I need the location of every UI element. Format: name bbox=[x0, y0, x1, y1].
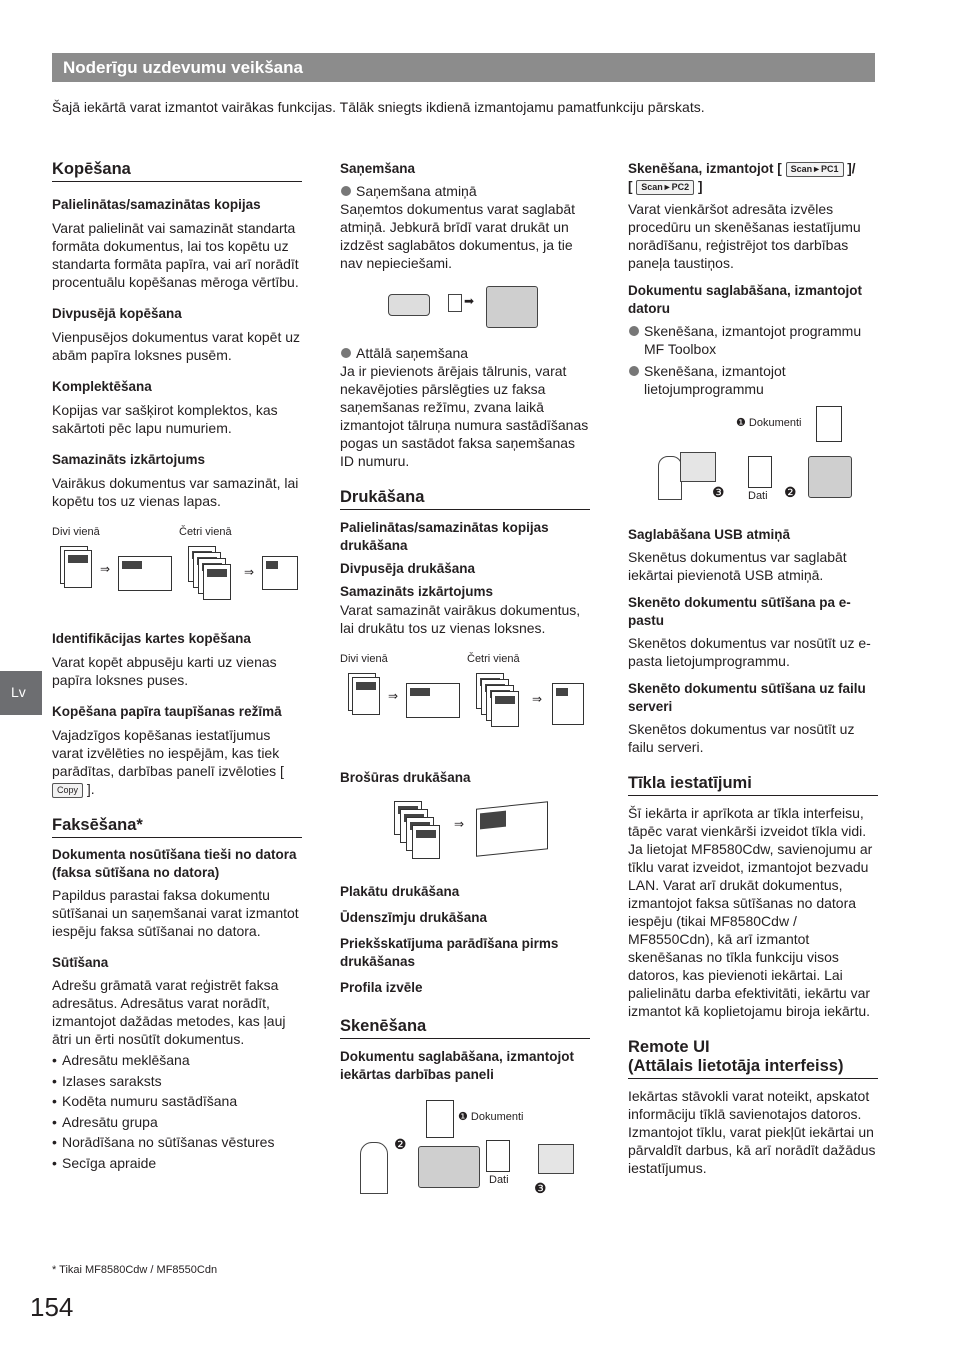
fig-label-four: Četri vienā bbox=[467, 653, 520, 665]
copy-s1-text: Varat palielināt vai samazināt standarta formāta dokumentus, lai tos kopētu uz standarta formāta papīra, vai arī norādīt procentuālu kopēšanas mēroga vērtību. bbox=[52, 220, 299, 290]
receive-bullet-2: Attālā saņemšana bbox=[340, 344, 590, 362]
scan-pc2-button-icon: Scan►PC2 bbox=[636, 180, 694, 195]
list-item: • Norādīšana no sūtīšanas vēstures bbox=[52, 1132, 302, 1153]
booklet-icon bbox=[476, 801, 548, 857]
receive-title: Saņemšana bbox=[340, 161, 416, 176]
copy-s2-text: Vienpusējos dokumentus varat kopēt uz abām papīra loksnes pusēm. bbox=[52, 329, 301, 363]
remote-heading-1: Remote UI bbox=[628, 1038, 710, 1056]
print-s5: Plakātu drukāšana bbox=[340, 884, 460, 899]
scan-computer-bullet-1: Skenēšana, izmantojot programmu MF Toolbox bbox=[628, 322, 878, 358]
page-icon bbox=[352, 677, 380, 715]
fileserver-title: Skenēto dokumentu sūtīšana uz failu serveri bbox=[628, 681, 866, 714]
copy-s6-title: Kopēšana papīra taupīšanas režīmā bbox=[52, 704, 282, 719]
scan-pc-text: Varat vienkāršot adresāta izvēles procedūru un skenēšanas iestatījumu norādīšanu, reģistrējot tos darbības paneļa taustiņos. bbox=[628, 201, 861, 271]
section-banner bbox=[52, 53, 875, 82]
scan-heading: Skenēšana bbox=[340, 1017, 590, 1039]
person-icon bbox=[658, 456, 682, 500]
fax-s2-title: Sūtīšana bbox=[52, 955, 109, 970]
print-s4: Brošūras drukāšana bbox=[340, 770, 471, 785]
step-1-label: ❶ Dokumenti bbox=[458, 1111, 524, 1123]
print-s1: Palielinātas/samazinātas kopijas drukāšana bbox=[340, 520, 549, 553]
page-icon bbox=[64, 550, 92, 588]
email-text: Skenētos dokumentus var nosūtīt uz e-pasta lietojumprogrammu. bbox=[628, 635, 871, 669]
computer-icon bbox=[680, 452, 716, 482]
data-label: Dati bbox=[748, 490, 768, 502]
print-s2: Divpusēja drukāšana bbox=[340, 561, 476, 576]
copy-s5-text: Varat kopēt abpusēju karti uz vienas papīra loksnes puses. bbox=[52, 654, 277, 688]
arrow-icon: ⇒ bbox=[244, 565, 255, 579]
booklet-figure bbox=[340, 787, 590, 883]
column-3 bbox=[628, 160, 878, 1177]
usb-text: Skenētus dokumentus var saglabāt iekārtai pievienotā USB atmiņā. bbox=[628, 549, 847, 583]
fax-s1-title: Dokumenta nosūtīšana tieši no datora (faksa sūtīšana no datora) bbox=[52, 847, 297, 880]
fax-memory-figure bbox=[340, 272, 590, 344]
receive-text-2: Ja ir pievienots ārējais tālrunis, varat nekavējoties pārslēgties uz faksa saņemšanas režīmu, zvana laikā izmantojot tālruņa numura sastādīšanas pogas un sastādot faksa saņemšanas ID numuru. bbox=[340, 363, 589, 469]
copy-s5-title: Identifikācijas kartes kopēšana bbox=[52, 631, 251, 646]
copy-s3-text: Kopijas var sašķirot komplektos, kas sakārtoti pēc lapu numuriem. bbox=[52, 402, 278, 436]
step-3-icon: ❸ bbox=[712, 484, 725, 500]
page-icon bbox=[406, 683, 460, 718]
network-heading: Tīkla iestatījumi bbox=[628, 774, 878, 796]
step-3-icon: ❸ bbox=[534, 1180, 547, 1196]
copy-button-icon: Copy bbox=[52, 783, 83, 798]
print-heading: Drukāšana bbox=[340, 488, 590, 510]
arrow-icon: ➡ bbox=[464, 294, 475, 308]
step-1-label: ❶ Dokumenti bbox=[736, 417, 802, 429]
list-item: • Secīga apraide bbox=[52, 1153, 302, 1174]
page-number: 154 bbox=[30, 1292, 74, 1322]
step-2-icon: ❷ bbox=[394, 1136, 407, 1152]
scan-s1: Dokumentu saglabāšana, izmantojot iekārtas darbības paneli bbox=[340, 1049, 575, 1082]
scan-computer-bullet-2: Skenēšana, izmantojot lietojumprogrammu bbox=[628, 362, 878, 398]
usb-title: Saglabāšana USB atmiņā bbox=[628, 527, 791, 542]
arrow-icon: ⇒ bbox=[388, 689, 399, 703]
fax-machine-icon bbox=[388, 294, 430, 316]
page-icon bbox=[118, 556, 172, 591]
scan-computer-title: Dokumentu saglabāšana, izmantojot datoru bbox=[628, 283, 863, 316]
intro-text: Šajā iekārtā varat izmantot vairākas funkcijas. Tālāk sniegts ikdienā izmantojamu pamatfunkciju pārskats. bbox=[52, 99, 705, 115]
copy-s6-text: Vajadzīgos kopēšanas iestatījumus varat izvēlēties no iespējām, kas tiek parādītas, darbības panelī izvēloties [ Copy ]. bbox=[52, 727, 284, 797]
printer-icon bbox=[486, 286, 538, 328]
receive-text-1: Saņemtos dokumentus varat saglabāt atmiņā. Jebkurā brīdī varat drukāt un izdzēst saglabātos dokumentus, ja tie nav nepieciešami. bbox=[340, 201, 576, 271]
data-label: Dati bbox=[489, 1174, 509, 1186]
page-icon bbox=[203, 564, 231, 600]
page-icon bbox=[426, 1100, 454, 1138]
receive-bullet-1: Saņemšana atmiņā bbox=[340, 182, 590, 200]
print-s3: Samazināts izkārtojums bbox=[340, 584, 494, 599]
copy-heading: Kopēšana bbox=[52, 160, 302, 182]
computer-icon bbox=[538, 1144, 574, 1174]
print-s7: Priekšskatījuma parādīšana pirms drukāšanas bbox=[340, 936, 559, 969]
step-2-icon: ❷ bbox=[784, 484, 797, 500]
arrow-icon: ⇒ bbox=[532, 692, 543, 706]
scan-computer-figure bbox=[628, 398, 878, 526]
fax-s2-text: Adrešu grāmatā varat reģistrēt faksa adresātus. Adresātus varat norādīt, izmantojot dažādas metodes, kas ļauj ātri un ērti nosūtīt dokumentus. bbox=[52, 977, 286, 1047]
page-icon bbox=[491, 691, 519, 727]
fig-label-two: Divi vienā bbox=[340, 653, 388, 665]
copy-s4-text: Vairākus dokumentus var samazināt, lai kopētu tos uz vienas lapas. bbox=[52, 475, 299, 509]
page-icon bbox=[552, 683, 584, 725]
page-icon bbox=[448, 294, 462, 312]
printer-icon bbox=[418, 1146, 480, 1188]
remote-text: Iekārtas stāvokli varat noteikt, apskatot informāciju tīklā savienotajos datoros. Izmantojot tīklu, varat piekļūt iekārtai un pārvaldīt darbus, kā arī norādīt dažādus iestatījumus. bbox=[628, 1088, 876, 1176]
list-item: • Adresātu grupa bbox=[52, 1112, 302, 1133]
column-1 bbox=[52, 160, 302, 1173]
network-text: Šī iekārta ir aprīkota ar tīkla interfeisu, tāpēc varat vienkārši izveidot tīkla vidi. Ja lietojat MF8580Cdw, savienojumu ar tīklu varat izveidot, izmantojot bezvadu LAN. Varat arī drukāt dokumentus, izmantojot faksa sūtīšanas no datora iespēju (tikai MF8580Cdw / MF8550Cdn), kā arī izmantot skenēšanas no tīkla funkciju visos datoros, kas pievienoti iekārtai. Lai palielinātu darba efektivitāti, iekārtu var izmantot kā koplietojamu biroja iekārtu. bbox=[628, 805, 873, 1019]
layout-figure bbox=[52, 510, 302, 630]
copy-s1-title: Palielinātas/samazinātas kopijas bbox=[52, 197, 261, 212]
column-2 bbox=[340, 160, 590, 1202]
list-item: • Kodēta numuru sastādīšana bbox=[52, 1091, 302, 1112]
page-icon bbox=[486, 1140, 510, 1172]
list-item: • Adresātu meklēšana bbox=[52, 1050, 302, 1071]
fax-heading: Faksēšana* bbox=[52, 816, 302, 838]
fig-label-four: Četri vienā bbox=[179, 526, 232, 538]
arrow-icon: ⇒ bbox=[454, 817, 465, 831]
printer-icon bbox=[808, 456, 852, 498]
fileserver-text: Skenētos dokumentus var nosūtīt uz failu serveri. bbox=[628, 721, 855, 755]
remote-heading-2: (Attālais lietotāja interfeiss) bbox=[628, 1057, 878, 1079]
person-icon bbox=[360, 1142, 388, 1194]
copy-s2-title: Divpusējā kopēšana bbox=[52, 306, 182, 321]
fax-s1-text: Papildus parastai faksa dokumentu sūtīšanai un saņemšanai varat izmantot iespēju faksa sūtīšanai no datora. bbox=[52, 887, 299, 939]
page-icon bbox=[262, 556, 298, 590]
arrow-icon: ⇒ bbox=[100, 562, 111, 576]
banner-title: Noderīgu uzdevumu veikšana bbox=[63, 58, 303, 77]
copy-s3-title: Komplektēšana bbox=[52, 379, 152, 394]
print-s8: Profila izvēle bbox=[340, 980, 423, 995]
copy-s4-title: Samazināts izkārtojums bbox=[52, 452, 206, 467]
page-icon bbox=[748, 456, 772, 488]
print-s6: Ūdenszīmju drukāšana bbox=[340, 910, 488, 925]
page-icon bbox=[412, 825, 440, 859]
fig-label-two: Divi vienā bbox=[52, 526, 100, 538]
scan-pc-title: Skenēšana, izmantojot [ Scan►PC1 ]/ [ Scan►PC2 ] bbox=[628, 161, 856, 194]
footnote: * Tikai MF8580Cdw / MF8550Cdn bbox=[52, 1264, 218, 1276]
scan-pc1-button-icon: Scan►PC1 bbox=[786, 162, 844, 177]
language-tab: Lv bbox=[0, 671, 42, 715]
email-title: Skenēto dokumentu sūtīšana pa e-pastu bbox=[628, 595, 851, 628]
page-icon bbox=[816, 406, 842, 442]
print-s3-text: Varat samazināt vairākus dokumentus, lai drukātu tos uz vienas loksnes. bbox=[340, 602, 581, 636]
scan-panel-figure bbox=[340, 1084, 590, 1202]
list-item: • Izlases saraksts bbox=[52, 1071, 302, 1092]
print-layout-figure bbox=[340, 637, 590, 769]
